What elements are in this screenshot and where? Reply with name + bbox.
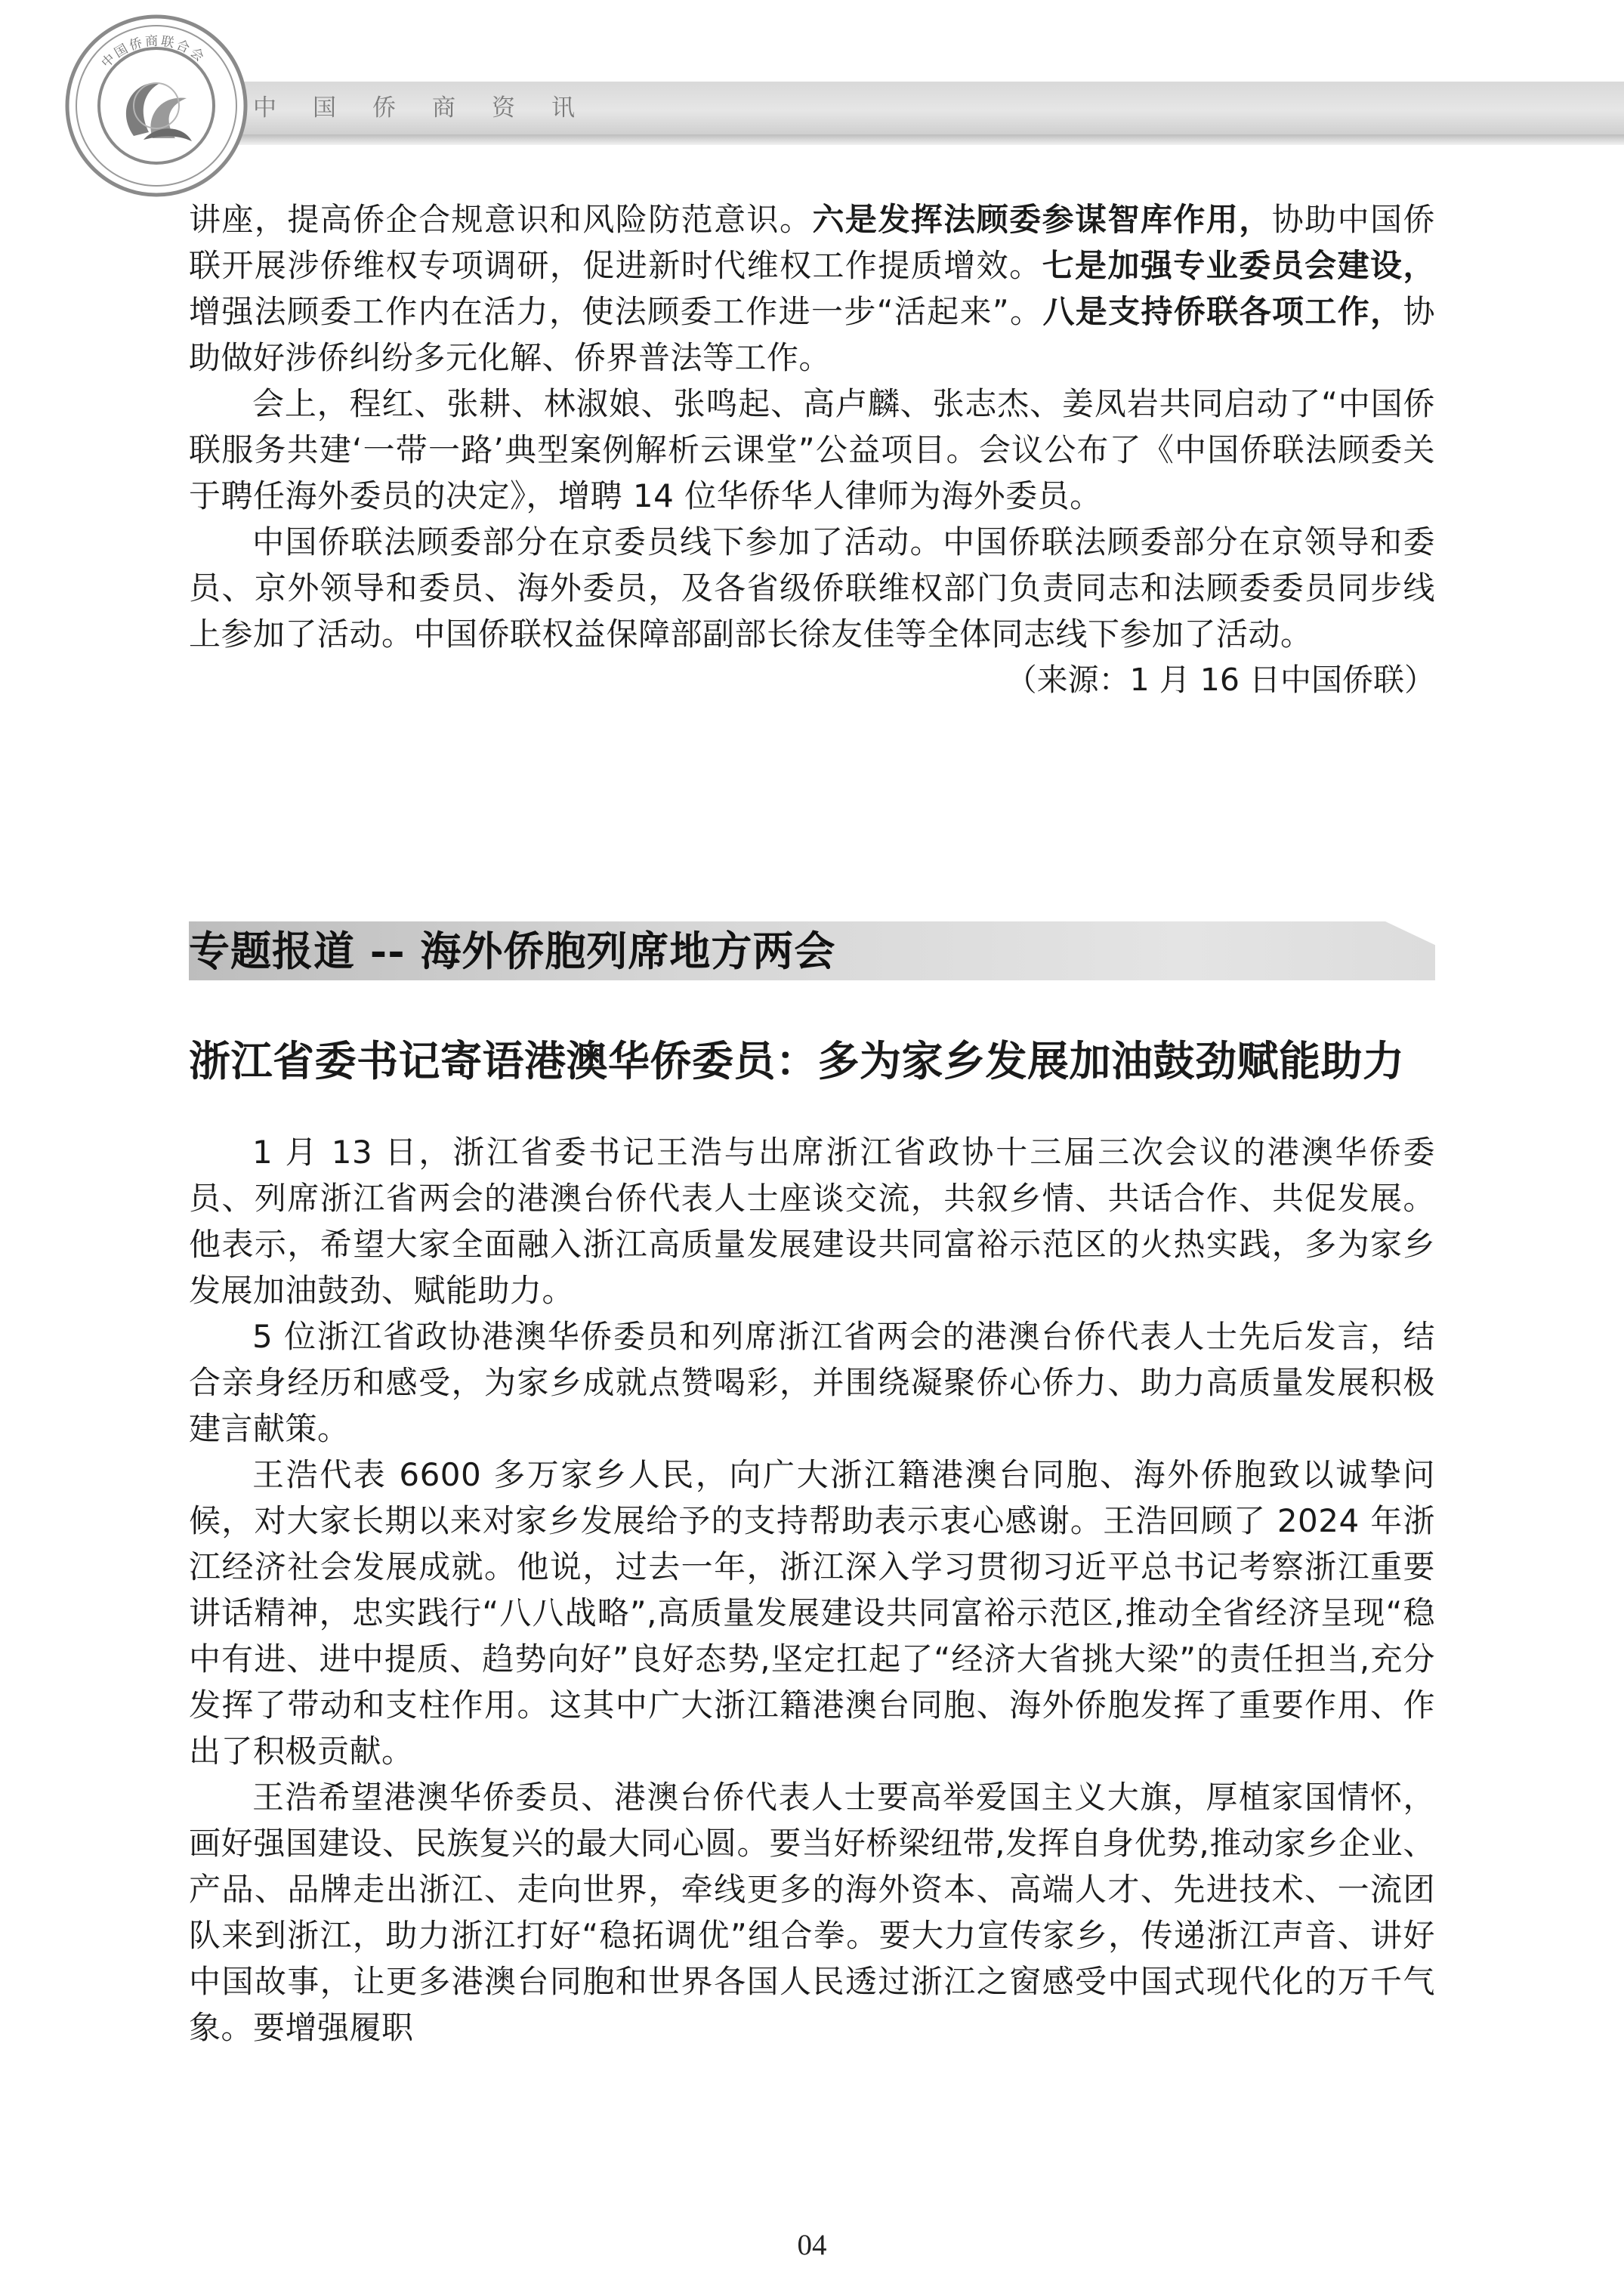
article-body (189, 1129, 1435, 2051)
source-note: （来源：1 月 16 日中国侨联） (1005, 662, 1435, 698)
continuation-section (189, 196, 1435, 703)
article-paragraph: 5 位浙江省政协港澳华侨委员和列席浙江省两会的港澳台侨代表人士先后发言，结合亲身经历和感受，为家乡成就点赞喝彩，并围绕凝聚侨心侨力、助力高质量发展积极建言献策。 (189, 1318, 1435, 1447)
page-number: 04 (797, 2229, 827, 2261)
article-paragraph: 王浩希望港澳华侨委员、港澳台侨代表人士要高举爱国主义大旗，厚植家国情怀，画好强国建设、民族复兴的最大同心圆。要当好桥梁纽带,发挥自身优势,推动家乡企业、产品、品牌走出浙江、走向世界，牵线更多的海外资本、高端人才、先进技术、一流团队来到浙江，助力浙江打好“稳拓调优”组合拳。要大力宣传家乡，传递浙江声音、讲好中国故事，让更多港澳台同胞和世界各国人民透过浙江之窗感受中国式现代化的万千气象。要增强履职 (189, 1779, 1435, 2046)
article-paragraph: 1 月 13 日，浙江省委书记王浩与出席浙江省政协十三届三次会议的港澳华侨委员、列席浙江省两会的港澳台侨代表人士座谈交流，共叙乡情、共话合作、共促发展。他表示，希望大家全面融入浙江高质量发展建设共同富裕示范区的火热实践，多为家乡发展加油鼓劲、赋能助力。 (189, 1134, 1435, 1309)
paragraph-text: 协助做好涉侨纠纷多元化解、侨界普法等工作。 (189, 293, 1435, 376)
header-title: 中国侨商资讯 (253, 94, 611, 122)
emphasis-text: 七是加强专业委员会建设， (1042, 247, 1435, 284)
emphasis-text: 六是发挥法顾委参谋智库作用， (812, 201, 1272, 238)
article-title: 浙江省委书记寄语港澳华侨委员：多为家乡发展加油鼓劲赋能助力 (189, 1037, 1405, 1085)
continuation-paragraph-1 (189, 196, 1435, 381)
emphasis-text: 八是支持侨联各项工作， (1042, 293, 1403, 330)
logo-text: 中国侨商联合会 (98, 33, 208, 72)
paragraph-text: 协助中国侨联开展涉侨维权专项调研，促进新时代维权工作提质增效。 (189, 201, 1435, 284)
organization-logo (62, 11, 251, 200)
continuation-paragraph-2: 会上，程红、张耕、林淑娘、张鸣起、高卢麟、张志杰、姜凤岩共同启动了“中国侨联服务共建‘一带一路’典型案例解析云课堂”公益项目。会议公布了《中国侨联法顾委关于聘任海外委员的决定》，增聘 14 位华侨华人律师为海外委员。 (189, 385, 1435, 514)
paragraph-text: 讲座，提高侨企合规意识和风险防范意识。 (189, 201, 813, 238)
continuation-paragraph-3: 中国侨联法顾委部分在京委员线下参加了活动。中国侨联法顾委部分在京领导和委员、京外领导和委员、海外委员，及各省级侨联维权部门负责同志和法顾委委员同步线上参加了活动。中国侨联权益保障部副部长徐友佳等全体同志线下参加了活动。 (189, 523, 1435, 653)
section-header (189, 921, 1435, 980)
header-band-shadow (132, 134, 1624, 145)
paragraph-text: 增强法顾委工作内在活力，使法顾委工作进一步“活起来”。 (189, 293, 1043, 330)
article-paragraph: 王浩代表 6600 多万家乡人民，向广大浙江籍港澳台同胞、海外侨胞致以诚挚问候，对大家长期以来对家乡发展给予的支持帮助表示衷心感谢。王浩回顾了 2024 年浙江经济社会发展成就。他说，过去一年，浙江深入学习贯彻习近平总书记考察浙江重要讲话精神，忠实践行“八八战略”,高质量发展建设共同富裕示范区,推动全省经济呈现“稳中有进、进中提质、趋势向好”良好态势,坚定扛起了“经济大省挑大梁”的责任担当,充分发挥了带动和支柱作用。这其中广大浙江籍港澳台同胞、海外侨胞发挥了重要作用、作出了积极贡献。 (189, 1456, 1435, 1770)
section-title: 专题报道 -- 海外侨胞列席地方两会 (189, 927, 836, 975)
